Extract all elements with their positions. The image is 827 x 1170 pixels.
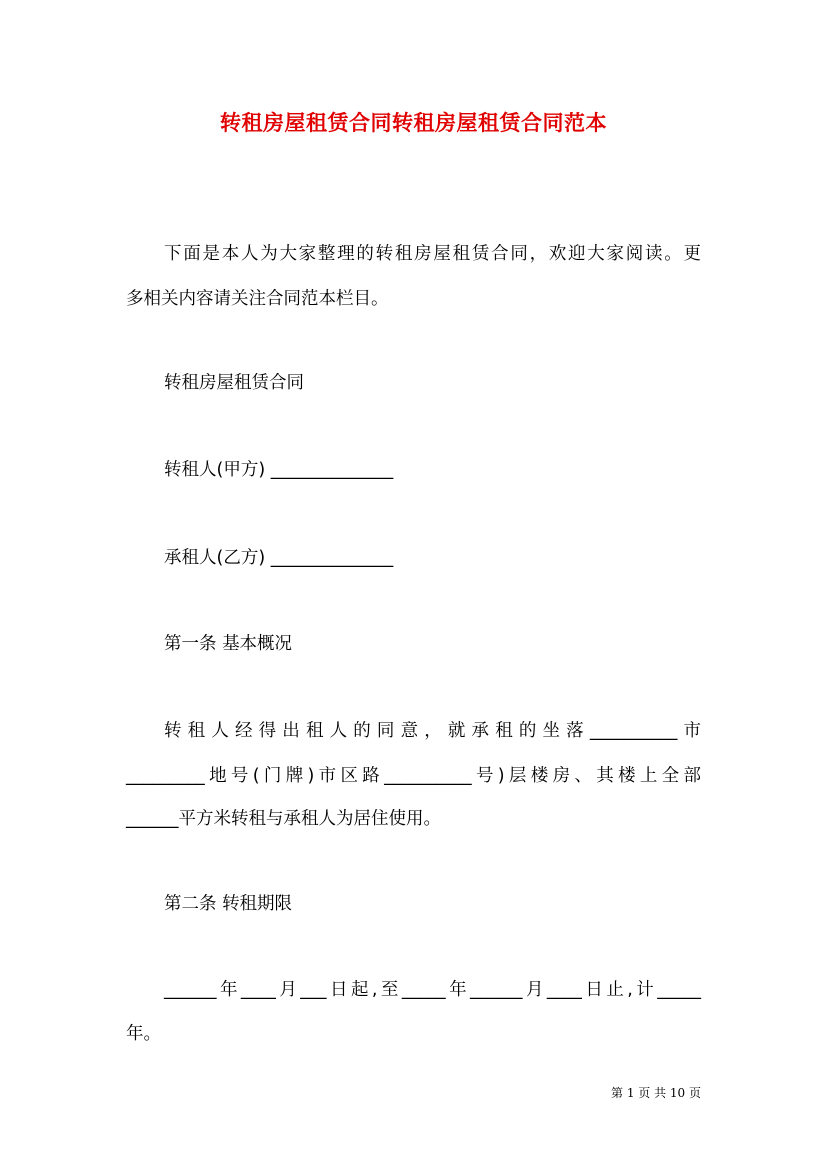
- intro-line-2: 多相关内容请关注合同范本栏目。: [126, 289, 389, 309]
- article-1-line-1: 转租人经得出租人的同意，就承租的坐落__________市: [164, 721, 701, 741]
- party-b-line: 承租人(乙方) ______________: [164, 548, 394, 568]
- contract-heading: 转租房屋租赁合同: [164, 373, 304, 393]
- article-2-heading: 第二条 转租期限: [164, 894, 293, 914]
- article-2-line-1: ______年____月___日起,至_____年______月____日止,计_____: [164, 980, 701, 1000]
- intro-line-1: 下面是本人为大家整理的转租房屋租赁合同，欢迎大家阅读。更: [164, 244, 701, 264]
- page-number-footer: 第 1 页 共 10 页: [611, 1086, 701, 1100]
- article-1-line-2: _________地号(门牌)市区路__________号)层楼房、其楼上全部: [126, 766, 701, 786]
- article-1-heading: 第一条 基本概况: [164, 634, 293, 654]
- article-2-line-2: 年。: [126, 1024, 161, 1044]
- document-title: 转租房屋租赁合同转租房屋租赁合同范本: [220, 110, 607, 135]
- article-1-line-3: ______平方米转租与承租人为居住使用。: [126, 809, 441, 829]
- party-a-line: 转租人(甲方) ______________: [164, 460, 394, 480]
